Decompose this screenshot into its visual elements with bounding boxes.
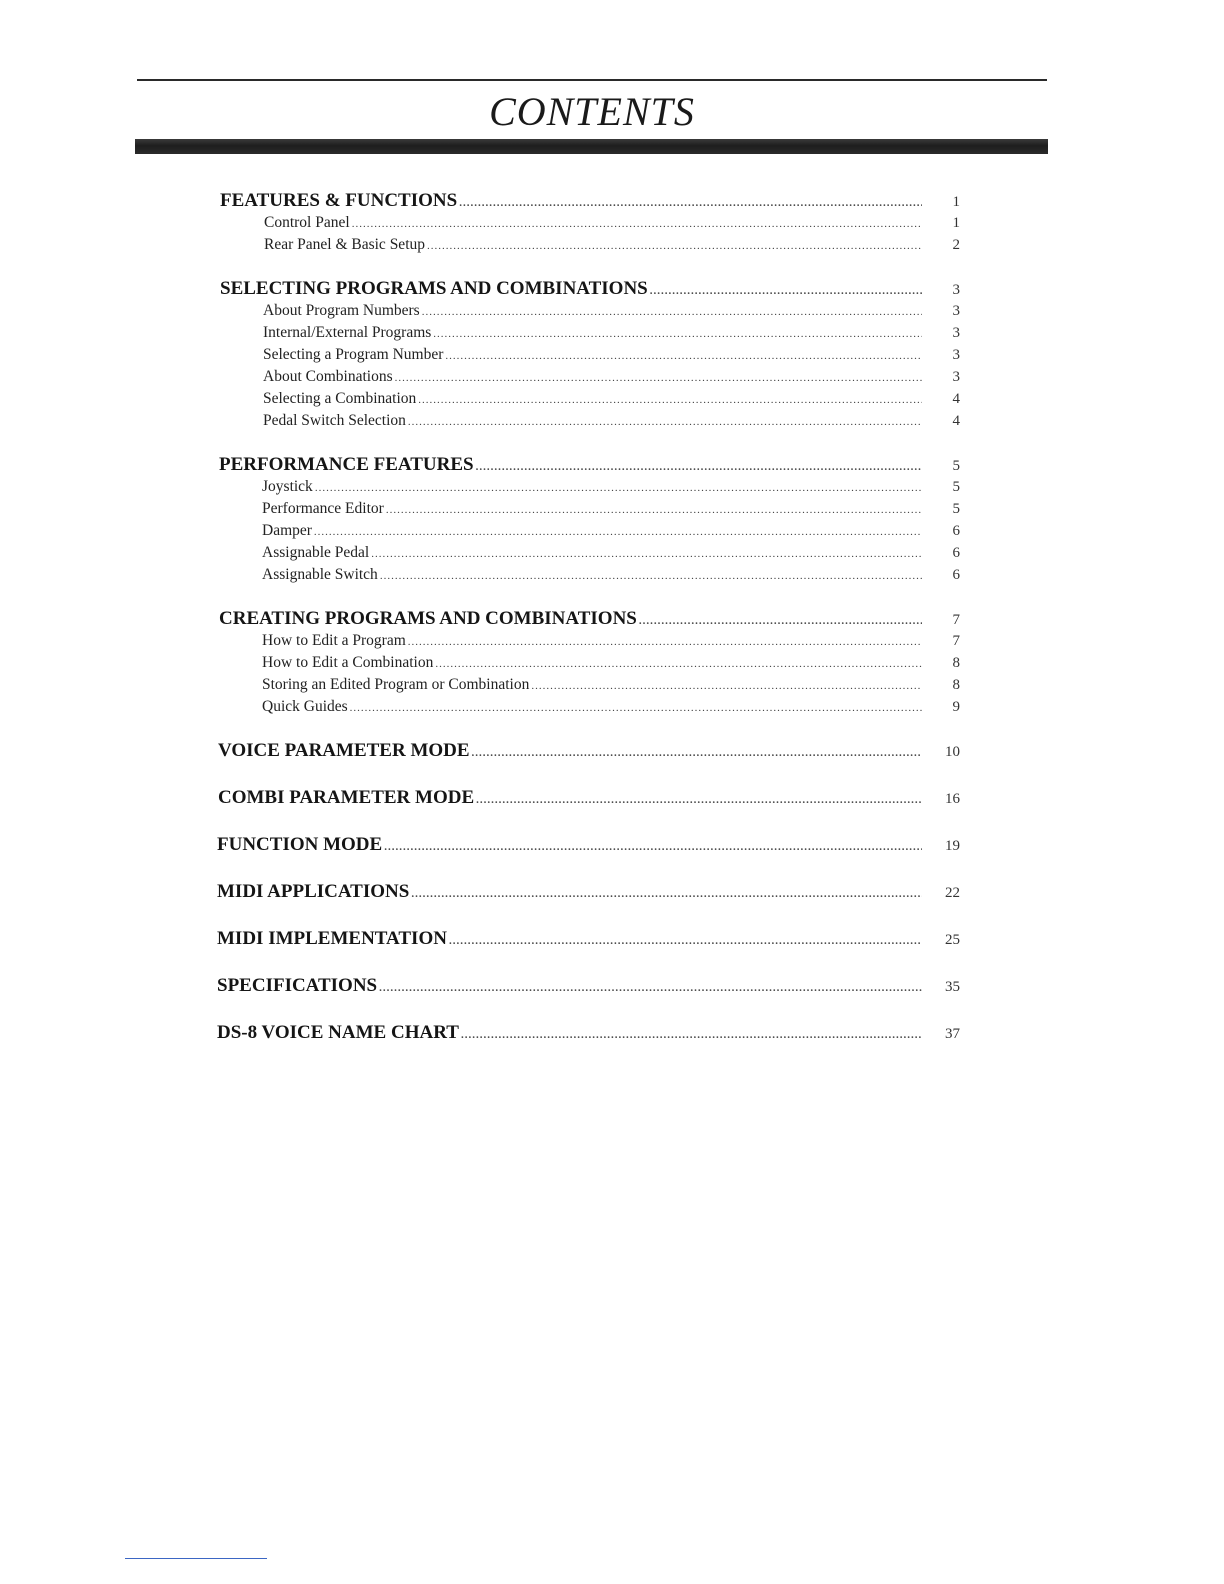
toc-page-number: 10 bbox=[945, 744, 960, 760]
toc-item-label: Assignable Pedal bbox=[262, 544, 370, 561]
dot-leader bbox=[639, 615, 922, 627]
toc-item-pedal-switch[interactable] bbox=[263, 412, 960, 430]
toc-section-combi-parameter[interactable] bbox=[218, 787, 960, 809]
toc-item-performance-editor[interactable] bbox=[262, 500, 960, 518]
toc-page-number: 4 bbox=[952, 391, 960, 407]
toc-section-title: SPECIFICATIONS bbox=[217, 975, 378, 996]
toc-item-quick-guides[interactable] bbox=[262, 698, 960, 716]
toc-section-title: MIDI APPLICATIONS bbox=[217, 881, 410, 902]
toc-item-rear-panel[interactable] bbox=[264, 236, 960, 254]
toc-item-label: Assignable Switch bbox=[262, 566, 378, 583]
dot-leader bbox=[315, 482, 922, 494]
toc-page-number: 3 bbox=[952, 347, 960, 363]
toc-page-number: 7 bbox=[952, 612, 960, 628]
toc-item-label: Storing an Edited Program or Combination bbox=[262, 676, 530, 693]
dot-leader bbox=[461, 1029, 922, 1041]
toc-item-assignable-pedal[interactable] bbox=[262, 544, 960, 562]
toc-item-joystick[interactable] bbox=[262, 478, 960, 496]
dot-leader bbox=[371, 548, 922, 560]
dot-leader bbox=[418, 394, 922, 406]
toc-page-number: 5 bbox=[952, 479, 960, 495]
toc-item-label: About Program Numbers bbox=[263, 302, 420, 319]
toc-section-midi-implementation[interactable] bbox=[217, 928, 960, 950]
dot-leader bbox=[435, 658, 922, 670]
dot-leader bbox=[408, 636, 922, 648]
toc-page-number: 25 bbox=[945, 932, 960, 948]
toc-page-number: 3 bbox=[952, 369, 960, 385]
toc-page-number: 9 bbox=[952, 699, 960, 715]
dot-leader bbox=[386, 504, 922, 516]
toc-page-number: 6 bbox=[952, 567, 960, 583]
toc-item-label: Rear Panel & Basic Setup bbox=[264, 236, 425, 253]
toc-item-about-program-numbers[interactable] bbox=[263, 302, 960, 320]
toc-section-title: DS-8 VOICE NAME CHART bbox=[217, 1022, 459, 1043]
toc-page-number: 1 bbox=[952, 194, 960, 210]
toc-section-title: PERFORMANCE FEATURES bbox=[219, 454, 474, 475]
toc-page-number: 4 bbox=[952, 413, 960, 429]
toc-section-title: MIDI IMPLEMENTATION bbox=[217, 928, 447, 949]
toc-page-number: 19 bbox=[945, 838, 960, 854]
toc-page-number: 2 bbox=[952, 237, 960, 253]
toc-item-label: Selecting a Program Number bbox=[263, 346, 444, 363]
toc-page-number: 3 bbox=[952, 282, 960, 298]
toc-item-label: Quick Guides bbox=[262, 698, 348, 715]
toc-section-title: COMBI PARAMETER MODE bbox=[218, 787, 475, 808]
page-title: CONTENTS bbox=[489, 89, 695, 134]
toc-page-number: 3 bbox=[952, 325, 960, 341]
toc-item-label: Control Panel bbox=[264, 214, 350, 231]
dot-leader bbox=[650, 285, 922, 297]
toc-item-about-combinations[interactable] bbox=[263, 368, 960, 386]
toc-section-creating[interactable] bbox=[219, 608, 960, 630]
dot-leader bbox=[384, 841, 922, 853]
dot-leader bbox=[531, 680, 922, 692]
toc-page-number: 37 bbox=[945, 1026, 960, 1042]
toc-item-edit-combination[interactable] bbox=[262, 654, 960, 672]
toc-item-control-panel[interactable] bbox=[264, 214, 960, 232]
toc-section-performance[interactable] bbox=[219, 454, 960, 476]
toc-page-number: 1 bbox=[952, 215, 960, 231]
toc-item-label: How to Edit a Combination bbox=[262, 654, 434, 671]
toc-section-function-mode[interactable] bbox=[217, 834, 960, 856]
dot-leader bbox=[449, 935, 922, 947]
toc-section-title: FEATURES & FUNCTIONS bbox=[220, 190, 458, 211]
dot-leader bbox=[427, 240, 922, 252]
dot-leader bbox=[350, 702, 922, 714]
dot-leader bbox=[422, 306, 922, 318]
toc-item-label: Selecting a Combination bbox=[263, 390, 417, 407]
toc-section-specifications[interactable] bbox=[217, 975, 960, 997]
toc-item-selecting-program-number[interactable] bbox=[263, 346, 960, 364]
bottom-rule bbox=[125, 1558, 267, 1559]
toc-page-number: 6 bbox=[952, 545, 960, 561]
toc-page-number: 7 bbox=[952, 633, 960, 649]
toc-page-number: 22 bbox=[945, 885, 960, 901]
toc-page-number: 35 bbox=[945, 979, 960, 995]
dot-leader bbox=[395, 372, 922, 384]
toc-page-number: 5 bbox=[952, 458, 960, 474]
dot-leader bbox=[379, 982, 922, 994]
toc-item-label: Performance Editor bbox=[262, 500, 384, 517]
toc-item-label: About Combinations bbox=[263, 368, 393, 385]
toc-item-internal-external[interactable] bbox=[263, 324, 960, 342]
dot-leader bbox=[408, 416, 922, 428]
toc-item-selecting-combination[interactable] bbox=[263, 390, 960, 408]
toc-item-damper[interactable] bbox=[262, 522, 960, 540]
toc-page-number: 6 bbox=[952, 523, 960, 539]
toc-section-selecting[interactable] bbox=[220, 278, 960, 300]
dot-leader bbox=[352, 218, 922, 230]
toc-section-title: SELECTING PROGRAMS AND COMBINATIONS bbox=[220, 278, 648, 299]
toc-page-number: 16 bbox=[945, 791, 960, 807]
toc-item-label: How to Edit a Program bbox=[262, 632, 406, 649]
dot-leader bbox=[380, 570, 922, 582]
toc-item-label: Joystick bbox=[262, 478, 313, 495]
dot-leader bbox=[445, 350, 922, 362]
toc-item-edit-program[interactable] bbox=[262, 632, 960, 650]
dot-leader bbox=[476, 461, 922, 473]
toc-item-label: Damper bbox=[262, 522, 312, 539]
toc-item-label: Pedal Switch Selection bbox=[263, 412, 406, 429]
toc-section-voice-name-chart[interactable] bbox=[217, 1022, 960, 1044]
toc-section-title: VOICE PARAMETER MODE bbox=[218, 740, 470, 761]
toc-item-storing[interactable] bbox=[262, 676, 960, 694]
toc-section-title: FUNCTION MODE bbox=[217, 834, 383, 855]
toc-page-number: 3 bbox=[952, 303, 960, 319]
dot-leader bbox=[433, 328, 922, 340]
toc-section-title: CREATING PROGRAMS AND COMBINATIONS bbox=[219, 608, 637, 629]
toc-item-assignable-switch[interactable] bbox=[262, 566, 960, 584]
dot-leader bbox=[411, 888, 922, 900]
dot-leader bbox=[472, 747, 922, 759]
toc-item-label: Internal/External Programs bbox=[263, 324, 432, 341]
dot-leader bbox=[476, 794, 922, 806]
dot-leader bbox=[459, 197, 922, 209]
toc-page-number: 5 bbox=[952, 501, 960, 517]
toc-section-features-functions[interactable] bbox=[220, 190, 960, 212]
dot-leader bbox=[314, 526, 922, 538]
toc-section-midi-applications[interactable] bbox=[217, 881, 960, 903]
toc-page-number: 8 bbox=[952, 655, 960, 671]
toc-section-voice-parameter[interactable] bbox=[218, 740, 960, 762]
toc-page-number: 8 bbox=[952, 677, 960, 693]
